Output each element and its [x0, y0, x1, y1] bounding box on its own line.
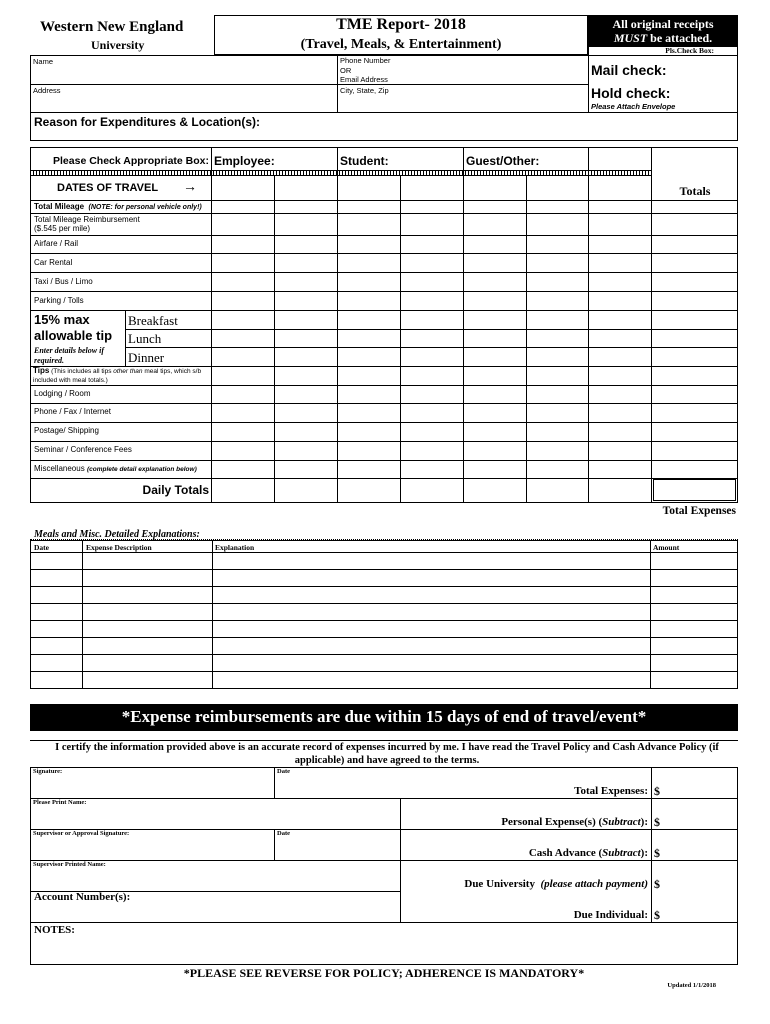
- breakfast-label: Breakfast: [128, 313, 178, 328]
- org-name-line2: University: [91, 38, 145, 52]
- receipts-must: MUST: [613, 31, 648, 45]
- reimb-label: Total Mileage Reimbursement: [34, 215, 140, 224]
- name-field[interactable]: [31, 65, 336, 83]
- total-expenses-label: Total Expenses: [662, 505, 736, 517]
- cash-label: Cash Advance (: [528, 847, 603, 859]
- print-name-field[interactable]: [31, 807, 399, 828]
- reimb-rate: ($.545 per mile): [34, 224, 91, 234]
- supervisor-name-field[interactable]: [31, 869, 399, 890]
- summary-due-individual: Due Individual:: [573, 909, 648, 921]
- print-name-label: Please Print Name:: [33, 799, 87, 806]
- guest-checkbox-label[interactable]: Guest/Other:: [466, 154, 540, 168]
- tips-note: (This includes all tips: [51, 368, 112, 375]
- enter-details-note: Enter details below if required.: [34, 346, 104, 365]
- misc-row: [31, 464, 197, 473]
- summary-personal: [402, 816, 648, 828]
- policy-footer: *PLEASE SEE REVERSE FOR POLICY; ADHERENCE IS MANDATORY*: [183, 966, 585, 980]
- summary-cash-dollar: $: [654, 846, 660, 860]
- col-date: Date: [34, 543, 49, 552]
- tip-policy: [34, 312, 112, 344]
- cash-subtract: Subtract: [602, 847, 641, 859]
- summary-total-expenses: Total Expenses:: [574, 785, 648, 797]
- tip-line2: allowable tip: [34, 328, 113, 343]
- mileage-note: (NOTE: for personal vehicle only!): [88, 204, 202, 211]
- notes-field[interactable]: [31, 937, 737, 964]
- summary-total-dollar: $: [654, 784, 660, 798]
- phone-email-label: [340, 56, 390, 85]
- tips-note2: meal tips, which s/b included with meal totals.): [33, 368, 202, 384]
- tips-other: other than: [113, 368, 143, 375]
- due-individual-amount[interactable]: [664, 904, 736, 921]
- tips-label: Tips: [33, 366, 50, 375]
- personal-expense-amount[interactable]: [664, 811, 736, 828]
- total-expenses-amount[interactable]: [664, 780, 736, 797]
- supervisor-signature-field[interactable]: [31, 838, 273, 859]
- summary-due-ind-dollar: $: [654, 908, 660, 922]
- personal-label: Personal Expense(s) (: [501, 816, 603, 828]
- supervisor-signature-label: Supervisor or Approval Signature:: [33, 830, 130, 837]
- reason-label: Reason for Expenditures & Location(s):: [34, 115, 261, 129]
- personal-close: ):: [640, 816, 648, 828]
- supervisor-name-label: Supervisor Printed Name:: [33, 861, 106, 868]
- notes-label: NOTES:: [34, 924, 75, 936]
- reimbursement-row: [31, 215, 140, 233]
- due-univ-label: Due University: [464, 878, 535, 890]
- student-checkbox-label[interactable]: Student:: [340, 154, 389, 168]
- lunch-label: Lunch: [128, 331, 162, 346]
- certification-text: I certify the information provided above is an accurate record of expenses incurred by me. I have read the Travel Policy and Cash Advance Policy (if applicable) and have agreed to the terms.: [55, 742, 719, 766]
- mileage-label: Total Mileage: [34, 202, 85, 211]
- check-box-label: Pls.Check Box:: [665, 46, 714, 55]
- seminar-label: Seminar / Conference Fees: [34, 445, 132, 454]
- supervisor-date-field[interactable]: [275, 838, 399, 859]
- arrow-right-icon: →: [183, 178, 197, 194]
- name-label: Name: [33, 57, 54, 66]
- address-field[interactable]: [31, 94, 336, 111]
- dates-of-travel-label: DATES OF TRAVEL: [57, 182, 159, 194]
- cash-advance-amount[interactable]: [664, 842, 736, 859]
- explanations-table: [30, 540, 738, 689]
- summary-due-university: [402, 878, 648, 890]
- parking-label: Parking / Tolls: [34, 296, 84, 305]
- lodging-label: Lodging / Room: [34, 389, 91, 398]
- signature-date-label: Date: [277, 768, 290, 775]
- signature-date-field[interactable]: [275, 776, 399, 797]
- org-name: Western New England: [40, 19, 184, 35]
- postage-label: Postage/ Shipping: [34, 426, 99, 435]
- report-title: TME Report- 2018: [336, 16, 466, 33]
- airfare-label: Airfare / Rail: [34, 239, 79, 248]
- mileage-row: [31, 202, 202, 212]
- account-number-label: Account Number(s):: [34, 891, 131, 903]
- summary-cash-advance: [402, 847, 648, 859]
- summary-due-univ-dollar: $: [654, 877, 660, 891]
- col-description: Expense Description: [86, 543, 152, 552]
- account-number-field[interactable]: [31, 904, 399, 921]
- address-label: Address: [33, 86, 61, 95]
- misc-note: (complete detail explanation below): [86, 466, 197, 473]
- city-label: City, State, Zip: [340, 86, 389, 95]
- hold-check-label[interactable]: Hold check:: [591, 85, 671, 101]
- due-univ-note: (please attach payment): [540, 878, 648, 890]
- reason-field[interactable]: [31, 128, 737, 140]
- totals-header: Totals: [679, 184, 711, 198]
- phone-fax-label: Phone / Fax / Internet: [34, 407, 111, 416]
- summary-personal-dollar: $: [654, 815, 660, 829]
- phone-label: Phone Number: [340, 56, 391, 65]
- misc-label: Miscellaneous: [34, 464, 85, 473]
- tip-line1: 15% max: [34, 312, 90, 327]
- col-amount: Amount: [653, 543, 680, 552]
- updated-date: Updated 1/1/2018: [667, 982, 716, 989]
- signature-field[interactable]: [31, 776, 273, 797]
- car-rental-label: Car Rental: [34, 258, 73, 267]
- receipts-line2: [588, 31, 738, 46]
- tips-row: [33, 366, 211, 385]
- receipts-rest: be attached.: [650, 31, 713, 45]
- due-university-amount[interactable]: [664, 873, 736, 890]
- check-box-instruction: Please Check Appropriate Box:: [53, 155, 209, 167]
- mail-check-label[interactable]: Mail check:: [591, 62, 667, 78]
- col-explanation: Explanation: [215, 543, 255, 552]
- explanations-title: Meals and Misc. Detailed Explanations:: [34, 529, 200, 540]
- receipts-line1: All original receipts: [612, 17, 714, 31]
- report-subtitle: (Travel, Meals, & Entertainment): [300, 37, 502, 52]
- personal-subtract: Subtract: [602, 816, 641, 828]
- cash-close: ):: [640, 847, 648, 859]
- employee-checkbox-label[interactable]: Employee:: [214, 154, 275, 168]
- signature-label: Signature:: [33, 768, 63, 775]
- supervisor-date-label: Date: [277, 830, 290, 837]
- or-label: OR: [340, 65, 352, 75]
- taxi-label: Taxi / Bus / Limo: [34, 277, 93, 286]
- deadline-banner-text: *Expense reimbursements are due within 15 days of end of travel/event*: [121, 707, 647, 726]
- email-label: Email Address: [340, 75, 388, 84]
- dinner-label: Dinner: [128, 350, 165, 365]
- attach-envelope-note: Please Attach Envelope: [591, 102, 676, 111]
- daily-totals-label: Daily Totals: [142, 483, 209, 497]
